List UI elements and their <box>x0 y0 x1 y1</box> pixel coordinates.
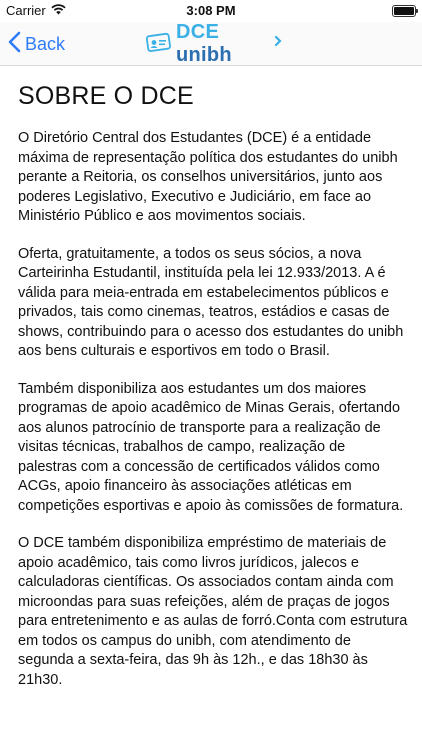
chevron-left-icon <box>8 31 21 58</box>
battery-icon <box>392 5 416 17</box>
carrier-label: Carrier <box>6 3 46 18</box>
id-card-icon <box>146 31 172 58</box>
status-time: 3:08 PM <box>186 3 236 18</box>
paragraph-about: O Diretório Central dos Estudantes (DCE) é a entidade máxima de representação política dos estudantes do unibh perante a Reitoria, os conselhos universitários, junto aos poderes Legislativo, Executivo e Judiciário, em face ao Ministério Público e aos movimentos sociais. <box>18 130 398 224</box>
chevron-right-icon <box>274 35 282 54</box>
battery-level <box>394 7 414 15</box>
navigation-bar <box>0 22 422 66</box>
logo-text <box>176 21 270 67</box>
app-logo <box>146 21 282 66</box>
content <box>18 66 408 708</box>
back-label: Back <box>25 34 66 54</box>
paragraph-academic-support: Também disponibiliza aos estudantes um dos maiores programas de apoio acadêmico de Minas Gerais, ofertando aos alunos patrocínio de transporte para a realização de visitas técnicas, trabalhos de campo, realização de palestras com a concessão de certificados válidos como ACGs, apoio financeiro às associações atléticas em competições esportivas e apoio às comissões de formatura. <box>18 380 404 514</box>
page-title: SOBRE O DCE <box>18 82 194 110</box>
logo-text-unibh: unibh <box>176 44 232 66</box>
status-bar <box>0 0 422 22</box>
paragraph-services: O DCE também disponibiliza empréstimo de materiais de apoio acadêmico, tais como livros jurídicos, jalecos e calculadoras científicas. Os associados contam ainda com microondas para suas refeições, além de praças de jogos para entretenimento e as aulas de forró.Conta com estrutura em todos os campus do unibh, com atendimento de segunda a sexta-feira, das 9h às 12h., e das 18h30 às 21h30. <box>18 535 408 688</box>
paragraph-student-card: Oferta, gratuitamente, a todos os seus sócios, a nova Carteirinha Estudantil, instituída pela lei 12.933/2013. A é válida para meia-entrada em estabelecimentos públicos e privados, tais como cinemas, teatros, estádios e casas de shows, contribuindo para o acesso dos estudantes do unibh aos bens culturais e esportivos em todo o Brasil. <box>18 245 404 359</box>
back-button[interactable] <box>8 31 65 58</box>
logo-text-dce: DCE <box>176 21 220 43</box>
